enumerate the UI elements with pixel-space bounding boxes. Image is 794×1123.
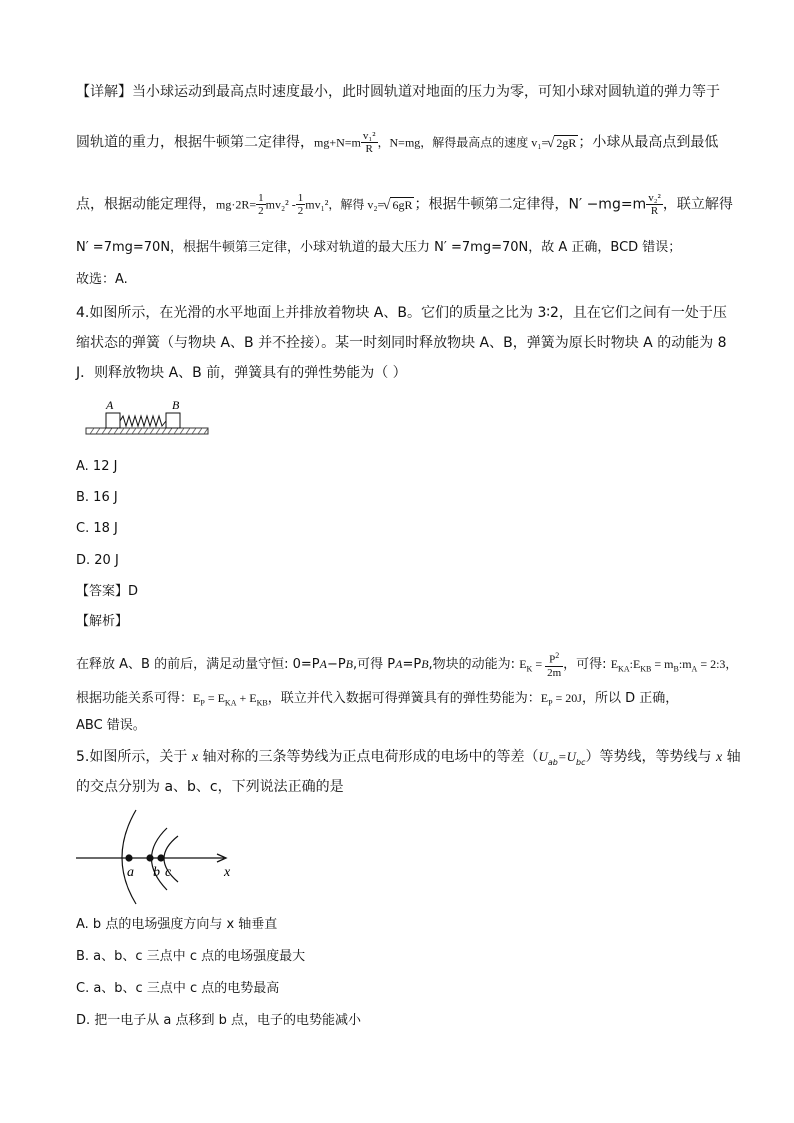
detail-line-4: N′ =7mg=70N，根据牛顿第三定律，小球对轨道的最大压力 N′ =7mg=70N，故 A 正确，BCD 错误； [76, 240, 682, 255]
q5-option-d[interactable]: D. 把一电子从 a 点移到 b 点，电子的电势能减小 [76, 1013, 362, 1028]
block-b [166, 413, 180, 428]
fraction-p2-over-2m: $\frac{P^2}{2m}$ [547, 651, 562, 679]
fraction-v2-over-r: $\frac{\text{v₂²}}{R}$ [648, 192, 661, 217]
q4-option-b[interactable]: B. 16 J [76, 490, 118, 505]
detail-line-3: 点，根据动能定理得，mg·2R= $\frac{1}{2}$ mv₂² - $\frac{1}{2}$ mv₁²，解得 v₂= √ 6gR ；根据牛顿第二定律得，N′ −mg=m $\frac{\text{v₂²}}{R}$ ，联立解得 [76, 192, 733, 217]
q4-analysis-title: 【解析】 [76, 614, 129, 629]
q4-stem-2: 缩状态的弹簧（与物块 A、B 并不拴接）。某一时刻同时释放物块 A、B，弹簧为原长时物块 A 的动能为 8 [76, 335, 727, 351]
q4-stem-3: J．则释放物块 A、B 前，弹簧具有的弹性势能为（ ） [76, 365, 407, 381]
detail-line-1 [76, 82, 720, 102]
point-a [125, 854, 132, 861]
q5-stem-1: 5.如图所示，关于 x 轴对称的三条等势线为正点电荷形成的电场中的等差$(U_{ab}=U_{bc})$等势线，等势线与 x 轴 [76, 749, 741, 767]
label-c: c [165, 865, 172, 880]
q4-option-d[interactable]: D. 20 J [76, 553, 119, 568]
q4-option-a[interactable]: A. 12 J [76, 459, 118, 474]
q5-option-a[interactable]: A. b 点的电场强度方向与 x 轴垂直 [76, 917, 278, 932]
q4-analysis-2: 根据功能关系可得：$E_P = E_{KA} + E_{KB}$，联立并代入数据可得弹簧具有的弹性势能为：$E_P = 20J$，所以 D 正确， [76, 691, 679, 708]
label-b: B [172, 398, 180, 412]
fraction-v1-over-r: $\frac{\text{v₁²}}{R}$ [362, 130, 376, 155]
fraction-half: $\frac{1}{2}$ [297, 192, 304, 217]
detail-line-2: 圆轨道的重力，根据牛顿第二定律得，mg+N=m $\frac{\text{v₁²}}{R}$ ，N=mg，解得最高点的速度 v₁= √ 2gR ；小球从最高点到最低 [76, 130, 718, 155]
q5-stem-2: 的交点分别为 a、b、c，下列说法正确的是 [76, 779, 344, 795]
point-b [146, 854, 153, 861]
q5-option-b[interactable]: B. a、b、c 三点中 c 点的电场强度最大 [76, 949, 306, 964]
q4-answer: 【答案】D [76, 584, 139, 599]
detail-line-5: 故选：A. [76, 272, 128, 287]
spring [120, 416, 166, 426]
block-a [106, 413, 120, 428]
label-b: b [153, 865, 160, 880]
fraction-half: $\frac{1}{2}$ [258, 192, 264, 217]
label-a: A [106, 398, 114, 412]
label-a: a [127, 865, 134, 880]
q4-analysis-3: ABC 错误。 [76, 718, 146, 733]
q5-equipotential-figure [74, 806, 244, 906]
detail-text-1: 【详解】当小球运动到最高点时速度最小，此时圆轨道对地面的压力为零，可知小球对圆轨道的弹力等于 [76, 84, 720, 100]
q5-option-c[interactable]: C. a、b、c 三点中 c 点的电势最高 [76, 981, 280, 996]
q4-spring-figure [84, 396, 212, 438]
label-x: x [224, 865, 231, 880]
point-c [157, 854, 164, 861]
q4-analysis-1: 在释放 A、B 的前后，满足动量守恒: 0=PA−PB,可得 PA=PB,物块的动能为: $E_K$ = $\frac{P^2}{2m}$ ，可得: $E_{KA}:E_{KB}$ = $m_B:m_A$ = 2:3， [76, 651, 738, 679]
sqrt-2gR: √ 2gR [554, 135, 579, 151]
sqrt-6gR: √ 6gR [390, 197, 415, 213]
q4-stem-1: 4.如图所示，在光滑的水平地面上并排放着物块 A、B。它们的质量之比为 3∶2，且在它们之间有一处于压 [76, 305, 727, 321]
q4-option-c[interactable]: C. 18 J [76, 521, 118, 536]
